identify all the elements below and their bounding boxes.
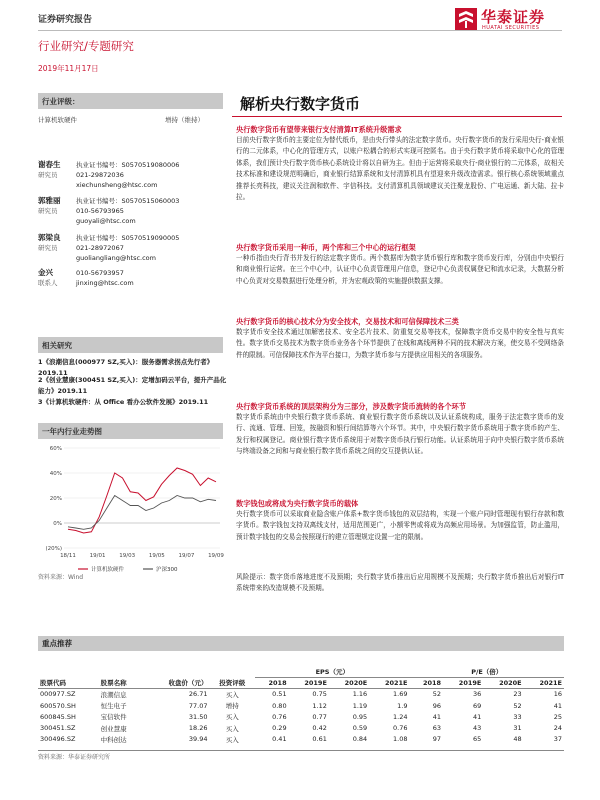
col-rating: 投资评级 [219,679,246,688]
investment-rating: 增持 [225,702,239,711]
title-divider [232,116,562,117]
section-4 [236,401,564,458]
analyst-contact-line[interactable]: guoliangliang@htsc.com [76,254,156,262]
analyst-contact-line: 021-29872036 [76,171,124,179]
analyst-contact-line: 执业证书编号：S0570519090005 [76,234,180,242]
y-tick-label: 0% [53,521,62,527]
section-heading: 央行数字货币有望带来银行支付清算IT系统升级需求 [236,125,402,134]
col-pe-2021e: 2021E [539,678,562,687]
focus-label: 重点推荐 [38,636,564,651]
section-body: 数字货币安全技术通过加解密技术、安全芯片技术、防重复交易等技术，保障数字货币交易中的安全性与真实性。数字货币交易技术为数字货币业务各个环节提供了在线和离线两种不同的技术解决方案，使交易不受网络条件的限制。可信保障技术作为平台接口，为数字货币参与方提供应用相关的各项服务。 [236,328,564,359]
analyst-contact-line: 010-56793965 [76,207,124,215]
eps-2020e: 0.84 [352,735,368,744]
y-tick-label: 40% [49,471,62,477]
eps-2018: 0.41 [272,735,287,744]
industry-trend-chart [38,440,228,575]
section-5 [236,498,564,543]
close-price: 26.71 [188,690,208,699]
investment-rating: 买入 [225,724,239,733]
pe-2018: 96 [432,701,442,710]
analyst-contact-line[interactable]: jinxing@htsc.com [76,279,134,287]
logo-text: 华泰证券 [481,8,546,26]
analyst-contact-line[interactable]: guoyali@htsc.com [76,217,136,225]
pe-2020e: 23 [513,690,522,699]
eps-2021e: 1.9 [397,701,408,710]
section-3 [236,316,564,361]
related-research-item[interactable]: 1《浪潮信息(000977 SZ,买入)：服务器需求拐点先行者》2019.11 [38,358,214,377]
section-heading: 数字钱包或将成为央行数字货币的载体 [236,499,359,508]
stock-code: 600845.SH [40,712,76,721]
section-heading: 央行数字货币的核心技术分为安全技术，交易技术和可信保障技术三类 [236,317,459,326]
eps-2019e: 0.75 [312,690,327,699]
pe-2019e: 65 [473,735,482,744]
section-heading: 央行数字货币系统的顶层架构分为三部分，涉及数字货币流转的各个环节 [236,402,467,411]
analyst-name: 谢春生 [38,160,61,169]
stock-name: 恒生电子 [100,702,127,711]
x-tick-label: 19/07 [178,553,195,559]
pe-2019e: 36 [473,690,482,699]
pe-2021e: 25 [553,712,562,721]
pe-2018: 63 [432,724,442,733]
investment-rating: 买入 [225,735,239,744]
col-eps-2020e: 2020E [344,678,368,687]
logo-text-en: HUATAI SECURITIES [482,25,540,31]
table-row [38,700,564,711]
stock-code: 300451.SZ [40,724,76,733]
section-1 [236,124,564,203]
pe-2021e: 41 [553,701,562,710]
y-tick-label: 20% [49,496,62,502]
x-tick-label: 19/05 [148,553,165,559]
pe-2018: 52 [432,690,442,699]
pe-2021e: 24 [553,724,562,733]
eps-2021e: 1.24 [393,712,408,721]
pe-2021e: 37 [553,735,562,744]
analyst-name: 郭梁良 [38,233,61,242]
rating-section-label: 行业评级： [38,93,223,109]
table-row [38,722,564,733]
col-eps-2018: 2018 [268,678,287,687]
eps-2021e: 1.08 [393,735,408,744]
analyst-contact-line: 010-56793957 [76,269,124,277]
col-name: 股票名称 [100,679,127,688]
eps-2020e: 1.16 [352,690,368,699]
stock-name: 浪潮信息 [100,690,127,699]
analyst-name: 金兴 [38,268,53,277]
eps-2020e: 0.59 [352,724,368,733]
eps-2019e: 0.77 [312,712,327,721]
stock-name: 创业慧康 [100,724,127,733]
related-research-label: 相关研究 [38,337,223,353]
col-pe-2018: 2018 [422,678,442,687]
eps-2021e: 1.69 [393,690,408,699]
risk-warning: 风险提示：数字货币落地进度不及预期；央行数字货币推出后应用规模不及预期；央行数字货币推出后对银行IT系统带来的改造规模不及预期。 [236,573,564,593]
eps-2018: 0.29 [272,724,287,733]
col-price: 收盘价（元） [168,679,208,688]
trend-chart-source: 资料来源：Wind [38,574,84,581]
close-price: 77.07 [188,701,208,710]
pe-2019e: 43 [473,724,482,733]
eps-2018: 0.51 [272,690,287,699]
table-row [38,734,564,745]
analyst-role: 研究员 [38,171,58,179]
pe-2021e: 16 [553,690,562,699]
section-body: 一种币指由央行背书并发行的法定数字货币。两个数据库为数字货币银行库和数字货币发行库，分别由中央银行和商业银行运营。在三个中心中，认证中心负责管理用户信息，登记中心负责权属登记和流水记录，大数据分析中心负责对交易数据进行处理分析，并为宏观政策的实施提供数据支撑。 [236,254,564,285]
trend-chart-label: 一年内行业走势图 [38,423,223,439]
huatai-logo [455,6,563,36]
x-tick-label: 19/01 [89,553,106,559]
rating-value: 增持（维持） [165,116,204,124]
table-source: 资料来源：华泰证券研究所 [38,754,111,761]
report-category: 行业研究/专题研究 [38,39,134,53]
related-research-item[interactable]: 2《创业慧康(300451 SZ,买入)：定增加码云平台，提升产品化能力》2019.11 [38,376,227,395]
col-pe-2019e: 2019E [458,678,482,687]
eps-2019e: 0.42 [312,724,327,733]
pe-2018: 97 [432,735,442,744]
pe-2020e: 52 [513,701,522,710]
pe-2020e: 48 [513,735,522,744]
eps-2021e: 0.76 [393,724,408,733]
page-title: 解析央行数字货币 [240,95,361,113]
eps-2019e: 1.12 [312,701,327,710]
related-research-item[interactable]: 3《计算机软硬件：从 Office 看办公软件发展》2019.11 [38,398,209,406]
table-row [38,711,564,722]
x-tick-label: 19/09 [208,553,224,559]
analyst-role: 联系人 [38,279,58,287]
pe-2020e: 31 [513,724,522,733]
x-tick-label: 19/03 [119,553,136,559]
focus-table [38,666,564,745]
col-pe-2020e: 2020E [499,678,522,687]
table-bottom-rule [38,750,564,751]
section-body: 央行数字货币可以采取商业隐含账户体系+数字货币钱包的双层结构，实现一个账户同时管理现有银行存款和数字货币。数字钱包支持双离线支付，适用范围更广，小额零售或将成为高频应用场景。为加强监管，防止滥用，预计数字钱包的交易会按照现行的建立管理规定设置一定的限制。 [236,510,564,541]
report-date: 2019年11月17日 [38,64,99,73]
stock-code: 000977.SZ [40,690,76,699]
pe-2019e: 69 [473,701,482,710]
section-body: 目前央行数字货币的主要定位为替代纸币，是由央行带头的法定数字货币。央行数字货币的发行采用央行-商业银行的二元体系，中心化的管理方式，以账户松耦合的形式实现可控匿名。由于央行数字货币将采取中心化的管理体系，我们预计央行数字货币核心系统设计将以自研为主。但由于运营将采取央行-商业银行的二元体系，故相关技术标准和建设规范明确后，商业银行结算系统和支付清算机具有望迎来升级改造需求。银行核心系统领域重点推荐长亮科技，建议关注润和软件、宇信科技。支付清算机具领域建议关注聚龙股份、广电运通、新大陆、拉卡拉。 [236,136,564,202]
pe-header: P/E（倍） [409,666,564,677]
stock-name: 中科创达 [100,735,127,744]
col-eps-2019e: 2019E [304,678,327,687]
close-price: 39.94 [188,735,208,744]
legend-label: 沪深300 [156,567,178,573]
legend-label: 计算机软硬件 [91,567,125,573]
rating-industry: 计算机软硬件 [38,116,77,124]
eps-header: EPS（元） [255,666,409,677]
analyst-contact-line: 021-28972067 [76,244,124,252]
eps-2018: 0.76 [272,712,287,721]
report-type: 证券研究报告 [38,15,93,25]
eps-2020e: 0.95 [352,712,368,721]
close-price: 18.26 [188,724,208,733]
investment-rating: 买入 [225,713,239,722]
stock-code: 600570.SH [40,701,76,710]
col-code: 股票代码 [40,679,66,688]
eps-2018: 0.80 [272,701,287,710]
pe-2019e: 41 [473,712,482,721]
close-price: 31.50 [188,712,208,721]
y-tick-label: (20%) [45,546,62,552]
stock-code: 300496.SZ [40,735,76,744]
col-eps-2021e: 2021E [384,678,408,687]
eps-2020e: 1.19 [352,701,368,710]
analyst-role: 研究员 [38,207,58,215]
section-body: 数字货币系统由中央银行数字货币系统、商业银行数字货币系统以及认证系统构成，服务于法定数字货币的发行、流通、管理、回笼，按融资和银行间结算等六个环节。其中，中央银行数字货币系统用于数字货币的产生、发行和权属登记。商业银行数字货币系统用于对数字货币执行银行功能。认证系统用于向中央银行数字货币系统与终端设备之间和与商业银行数字货币系统之间的交互提供认证。 [236,413,564,456]
section-heading: 央行数字货币采用一种币，两个库和三个中心的运行框架 [236,243,416,252]
series-line-csi300 [68,496,216,530]
huatai-logo-mark-icon [455,8,477,30]
investment-rating: 买入 [225,690,239,699]
analyst-role: 研究员 [38,244,58,252]
analyst-contact-line[interactable]: xiechunsheng@htsc.com [76,181,158,189]
analyst-name: 郭雅丽 [38,196,61,205]
analyst-contact-line: 执业证书编号：S0570515060003 [76,197,180,205]
pe-2018: 41 [432,712,442,721]
eps-2019e: 0.61 [312,735,327,744]
x-tick-label: 18/11 [60,553,76,559]
pe-2020e: 33 [513,712,522,721]
table-row [38,689,564,700]
stock-name: 宝信软件 [100,713,127,722]
section-2 [236,242,564,287]
analyst-contact-line: 执业证书编号：S0570519080006 [76,161,180,169]
y-tick-label: 60% [49,446,62,452]
